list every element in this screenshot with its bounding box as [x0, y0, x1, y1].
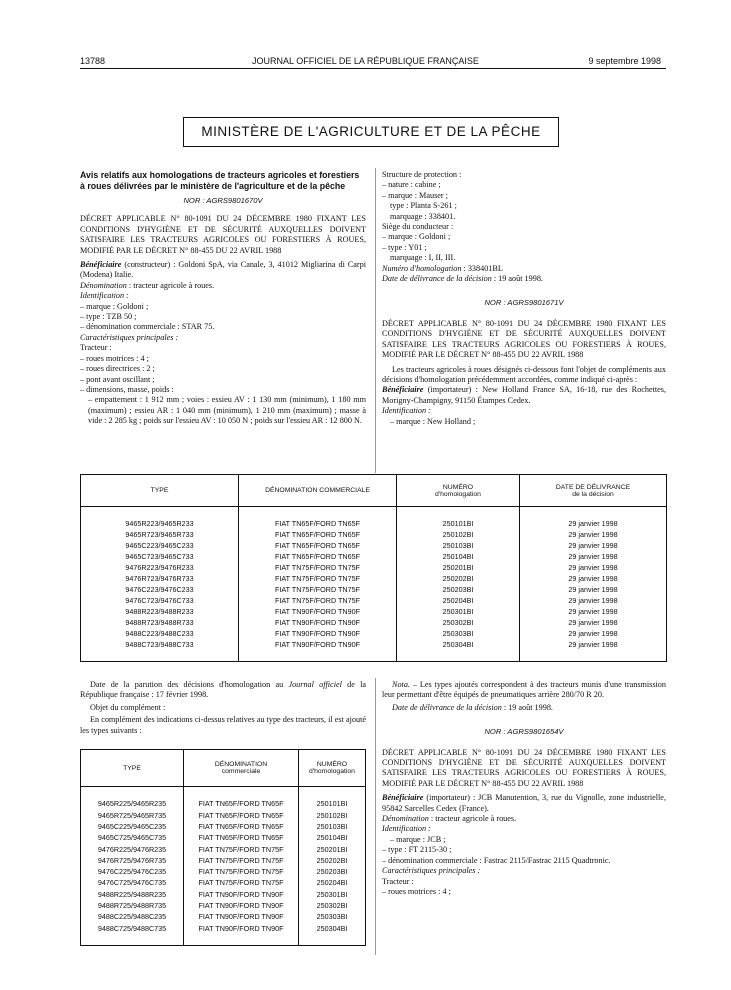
table-cell: FIAT TN65F/FORD TN65F [184, 798, 299, 809]
col-header-date [520, 475, 667, 507]
dimensions-text: – empattement : 1 912 mm ; voies : essieu AV : 1 130 mm (minimum), 1 180 mm (maximum) ; essieu AR : 1 040 mm (minimum), 1 210 mm (maximum) ; masse à vide : 2 285 kg ; poids sur l'essieu AV : 10 050 N ; poids sur l'essieu AR : 12 800 N. [88, 395, 366, 426]
col-header-date-line1: DATE DE DÉLIVRANCE [555, 483, 631, 491]
table-cell: 250201BI [397, 562, 520, 573]
publication-text-a: Date de la parution des décisions d'homologation au [90, 680, 289, 689]
table-spacer [81, 787, 366, 799]
col-header-denomination: DÉNOMINATION COMMERCIALE [239, 475, 397, 507]
homologation-number-label: Numéro d'homologation [382, 263, 462, 273]
table-cell: FIAT TN90F/FORD TN90F [239, 628, 397, 639]
nota-label: Nota. [392, 680, 410, 689]
table-cell: 29 janvier 1998 [520, 628, 667, 639]
table-cell: 250304BI [299, 922, 366, 933]
delivery-date-value: : 19 août 1998. [491, 274, 543, 284]
table-cell: 9476C725/9476C735 [97, 878, 167, 888]
table-cell: 9488C723/9488C733 [125, 640, 194, 649]
table-row [81, 900, 366, 911]
table-cell: FIAT TN75F/FORD TN75F [239, 562, 397, 573]
table-cell: FIAT TN90F/FORD TN90F [239, 639, 397, 650]
table-cell: 250101BI [397, 518, 520, 529]
table-cell: 29 janvier 1998 [520, 584, 667, 595]
table-cell: 250303BI [299, 911, 366, 922]
table-row [81, 617, 667, 628]
table-cell: FIAT TN75F/FORD TN75F [239, 595, 397, 606]
table-cell: 9476C723/9476C733 [125, 596, 194, 605]
table-cell: FIAT TN65F/FORD TN65F [239, 518, 397, 529]
denomination-label: Dénomination [80, 280, 127, 290]
tractor-label: Tracteur : [80, 343, 112, 353]
table-cell: FIAT TN90F/FORD TN90F [184, 900, 299, 911]
table-cell: 250203BI [299, 866, 366, 877]
structure-line: – marque : Mauser ; [382, 190, 448, 200]
table-row [81, 518, 667, 529]
ident-line: – marque : JCB ; [390, 834, 446, 844]
ident-line: – dénomination commerciale : STAR 75. [80, 322, 215, 332]
table-cell: 9488R725/9488R735 [97, 900, 167, 910]
table-cell: 250103BI [299, 821, 366, 832]
table-cell: 9476C225/9476C235 [97, 867, 167, 877]
table-cell: 250101BI [299, 798, 366, 809]
page-number: 13788 [80, 56, 106, 66]
beneficiary-paragraph [80, 260, 366, 281]
table-cell: FIAT TN75F/FORD TN75F [239, 573, 397, 584]
table-row [81, 832, 366, 843]
table-cell: 250102BI [397, 529, 520, 540]
ministry-banner: MINISTÈRE DE L'AGRICULTURE ET DE LA PÊCHE [183, 117, 559, 147]
table-cell: FIAT TN65F/FORD TN65F [184, 821, 299, 832]
identification-label: Identification : [80, 291, 129, 301]
table-cell: 9476R223/9476R233 [125, 563, 194, 572]
beneficiary-paragraph [382, 793, 666, 814]
seat-line: – marque : Goldoni ; [382, 232, 451, 242]
col-header-date-line2: de la décision [572, 490, 614, 498]
col-header-number [397, 475, 520, 507]
table-row [81, 911, 366, 922]
table-row [81, 821, 366, 832]
beneficiary-label: Bénéficiaire [382, 793, 424, 803]
table-cell: 250202BI [397, 573, 520, 584]
table-row [81, 529, 667, 540]
table-cell: 9465C723/9465C733 [125, 552, 194, 561]
homologation-number [382, 264, 666, 274]
decret-heading: DÉCRET APPLICABLE N° 80-1091 DU 24 DÉCEMBRE 1980 FIXANT LES CONDITIONS D'HYGIÈNE ET DE SÉCURITÉ AUXQUELLES DOIVENT SATISFAIRE LES TRACTEURS AGRICOLES OU FORESTIERS À ROUES, MODIFIÉ PAR LE DÉCRET N° 88-455 DU 22 AVRIL 1988 [80, 214, 366, 255]
col-header-denomination [184, 750, 299, 787]
table-spacer [81, 507, 667, 519]
table-cell: 250304BI [397, 639, 520, 650]
table-cell: 9488C725/9488C735 [97, 923, 167, 933]
table-cell: FIAT TN75F/FORD TN75F [184, 866, 299, 877]
denomination-paragraph [382, 814, 666, 824]
right-column [382, 170, 666, 427]
complement-paragraph: Les tracteurs agricoles à roues désignés ci-dessous font l'objet de compléments aux décisions d'homologation précédemment accordées, comme indiqué ci-après : [382, 364, 666, 384]
beneficiary-text: (constructeur) : Goldoni SpA, via Canale, 3, 41012 Migliarina di Carpi (Modena) Italie. [80, 260, 366, 280]
ident-line: – marque : New Holland ; [390, 416, 476, 426]
table-cell: FIAT TN65F/FORD TN65F [239, 551, 397, 562]
table-cell: 29 janvier 1998 [520, 595, 667, 606]
nota-paragraph [382, 680, 666, 701]
table-row [81, 810, 366, 821]
nor-reference: NOR : AGRS9801670V [183, 196, 263, 205]
table-cell: 9488C225/9488C235 [97, 912, 167, 922]
journal-title: JOURNAL OFFICIEL DE LA RÉPUBLIQUE FRANÇAISE [252, 56, 479, 66]
column-rule-top [375, 168, 376, 473]
table-row [81, 584, 667, 595]
table-spacer [81, 650, 667, 662]
table-cell: 29 janvier 1998 [520, 540, 667, 551]
table-cell: FIAT TN65F/FORD TN65F [184, 810, 299, 821]
table-spacer [81, 934, 366, 946]
col-header-type: TYPE [81, 475, 239, 507]
table-cell: 9476R225/9476R235 [97, 844, 167, 854]
homologation-number-value: : 338401BL [461, 263, 503, 273]
table-cell: 29 janvier 1998 [520, 551, 667, 562]
table-cell: 9488R223/9488R233 [125, 607, 194, 616]
table-row [81, 877, 366, 888]
decret-heading: DÉCRET APPLICABLE N° 80-1091 DU 24 DÉCEMBRE 1980 FIXANT LES CONDITIONS D'HYGIÈNE ET DE SÉCURITÉ AUXQUELLES DOIVENT SATISFAIRE LES TRACTEURS AGRICOLES OU FORESTIERS À ROUES, MODIFIÉ PAR LE DÉCRET N° 88-455 DU 22 AVRIL 1988 [382, 318, 666, 360]
ident-line: – marque : Goldoni ; [80, 301, 149, 311]
added-types-table [80, 749, 366, 946]
spec-line: – roues motrices : 4 ; [382, 886, 451, 896]
table-row [81, 606, 667, 617]
ident-line: – type : FT 2115-30 ; [382, 845, 452, 855]
col-header-type: TYPE [81, 750, 184, 787]
table-cell: FIAT TN65F/FORD TN65F [239, 529, 397, 540]
homologation-table [80, 474, 667, 662]
table-cell: FIAT TN75F/FORD TN75F [184, 843, 299, 854]
identification-label: Identification : [382, 406, 431, 416]
denomination-text: : tracteur agricole à roues. [428, 814, 517, 824]
denomination-label: Dénomination [382, 814, 429, 824]
header-rule [80, 68, 666, 69]
nota-text: – Les types ajoutés correspondent à des tracteurs munis d'une transmission leur permettant d'être équipés de pneumatiques arrière 280/70 R 20. [382, 680, 666, 700]
delivery-date-value: : 19 août 1998. [501, 702, 553, 712]
table-cell: 250103BI [397, 540, 520, 551]
table-cell: 9488R225/9488R235 [97, 889, 167, 899]
section-title: Avis relatifs aux homologations de tracteurs agricoles et forestiers à roues délivrées par le ministère de l'agriculture et de la pêche [80, 170, 360, 191]
structure-line: marquage : 338401. [390, 211, 456, 221]
delivery-date [382, 274, 666, 284]
tractor-label: Tracteur : [382, 876, 414, 886]
table-cell: 250303BI [397, 628, 520, 639]
characteristics-label: Caractéristiques principales : [80, 332, 179, 342]
table-cell: FIAT TN90F/FORD TN90F [239, 606, 397, 617]
denomination-paragraph [80, 281, 366, 291]
table-cell: 29 janvier 1998 [520, 518, 667, 529]
beneficiary-label: Bénéficiaire [382, 385, 424, 395]
table-row [81, 843, 366, 854]
table-cell: FIAT TN90F/FORD TN90F [184, 922, 299, 933]
table-row [81, 922, 366, 933]
table-cell: 9465C725/9465C735 [97, 833, 167, 843]
table-cell: 250104BI [299, 832, 366, 843]
table-row [81, 798, 366, 809]
ident-line: – dénomination commerciale : Fastrac 2115/Fastrac 2115 Quadtronic. [382, 855, 611, 865]
nor-reference: NOR : AGRS9801671V [484, 298, 564, 308]
table-cell: 9476C223/9476C233 [125, 585, 194, 594]
table-row [81, 551, 667, 562]
left-column [80, 170, 366, 427]
journal-name: Journal officiel [288, 680, 342, 689]
publication-paragraph [80, 680, 366, 701]
table-cell: FIAT TN90F/FORD TN90F [184, 911, 299, 922]
table-cell: 250202BI [299, 855, 366, 866]
delivery-date-label: Date de délivrance de la décision [392, 702, 502, 712]
table-cell: 250204BI [397, 595, 520, 606]
table-cell: FIAT TN65F/FORD TN65F [184, 832, 299, 843]
table-cell: 250301BI [299, 889, 366, 900]
table-cell: 9465C223/9465C233 [125, 541, 194, 550]
table-row [81, 540, 667, 551]
table-body [81, 787, 366, 946]
structure-line: type : Planta S-261 ; [390, 201, 457, 211]
characteristics-label: Caractéristiques principales : [382, 866, 481, 876]
spec-line: – dimensions, masse, poids : [80, 384, 174, 394]
table-row [81, 855, 366, 866]
table-cell: 250301BI [397, 606, 520, 617]
seat-line: – type : Y01 ; [382, 242, 427, 252]
table-row [81, 595, 667, 606]
beneficiary-text: (importateur) : New Holland France SA, 16-18, rue des Rochettes, Morigny-Champigny, 91150 Étampes Cedex. [382, 385, 666, 405]
table-cell: FIAT TN90F/FORD TN90F [239, 617, 397, 628]
identification-label: Identification : [382, 824, 431, 834]
table-cell: 29 janvier 1998 [520, 573, 667, 584]
col-header-number-line1: NUMÉRO [316, 761, 348, 768]
table-row [81, 562, 667, 573]
column-rule-bottom [375, 678, 376, 955]
nor-reference: NOR : AGRS9801654V [484, 727, 564, 737]
table-cell: FIAT TN75F/FORD TN75F [239, 584, 397, 595]
table-cell: 250204BI [299, 877, 366, 888]
table-row [81, 628, 667, 639]
spec-line: – roues directrices : 2 ; [80, 364, 155, 374]
col-header-number-line2: d'homologation [309, 768, 355, 775]
table-cell: 29 janvier 1998 [520, 529, 667, 540]
table-cell: 9488R723/9488R733 [125, 618, 194, 627]
table-cell: 9465C225/9465C235 [97, 821, 167, 831]
table-cell: 29 janvier 1998 [520, 639, 667, 650]
structure-label: Structure de protection : [382, 170, 462, 179]
denomination-text: : tracteur agricole à roues. [126, 280, 215, 290]
table-row [81, 889, 366, 900]
table-row [81, 639, 667, 650]
seat-label: Siège du conducteur : [382, 222, 454, 232]
table-cell: 250302BI [299, 900, 366, 911]
ident-line: – type : TZB 50 ; [80, 312, 137, 322]
table-cell: FIAT TN90F/FORD TN90F [184, 889, 299, 900]
publication-text-b: de la République française : 17 février 1998. [80, 680, 366, 700]
table-cell: 250203BI [397, 584, 520, 595]
table-cell: 9476R725/9476R735 [97, 855, 167, 865]
table-cell: 9465R725/9465R735 [97, 810, 167, 820]
table-cell: 250104BI [397, 551, 520, 562]
col-header-number-line1: NUMÉRO [442, 483, 474, 491]
beneficiary-label: Bénéficiaire [80, 260, 122, 270]
seat-line: marquage : I, II, III. [390, 253, 456, 263]
table-cell: 9465R223/9465R233 [125, 519, 194, 528]
table-cell: FIAT TN65F/FORD TN65F [239, 540, 397, 551]
structure-line: – nature : cabine ; [382, 180, 441, 190]
table-cell: 9465R723/9465R733 [125, 530, 194, 539]
spec-line: – roues motrices : 4 ; [80, 353, 149, 363]
col-header-number-line2: d'homologation [435, 490, 481, 498]
lower-right-column [382, 680, 666, 897]
object-label: Objet du complément : [90, 702, 166, 712]
beneficiary-paragraph [382, 385, 666, 406]
spec-line: – pont avant oscillant ; [80, 374, 155, 384]
table-cell: 29 janvier 1998 [520, 562, 667, 573]
table-cell: 29 janvier 1998 [520, 606, 667, 617]
delivery-date [382, 703, 666, 713]
col-header-denomination-line1: DÉNOMINATION [214, 761, 268, 768]
col-header-denomination-line2: commerciale [221, 768, 261, 775]
beneficiary-text: (importateur) : JCB Manutention, 3, rue du Vignolle, zone industrielle, 95842 Sarcelles Cedex (France). [382, 793, 666, 813]
table-row [81, 866, 366, 877]
decret-heading: DÉCRET APPLICABLE N° 80-1091 DU 24 DÉCEMBRE 1980 FIXANT LES CONDITIONS D'HYGIÈNE ET DE SÉCURITÉ AUXQUELLES DOIVENT SATISFAIRE LES TRACTEURS AGRICOLES OU FORESTIERS À ROUES, MODIFIÉ PAR LE DÉCRET N° 88-455 DU 22 AVRIL 1988 [382, 747, 666, 788]
col-header-number [299, 750, 366, 787]
table-cell: 29 janvier 1998 [520, 617, 667, 628]
delivery-date-label: Date de délivrance de la décision [382, 274, 492, 284]
table-cell: 9488C223/9488C233 [125, 629, 194, 638]
addition-paragraph: En complément des indications ci-dessus relatives au type des tracteurs, il est ajouté les types suivants : [80, 715, 366, 735]
table-cell: FIAT TN75F/FORD TN75F [184, 877, 299, 888]
table-cell: FIAT TN75F/FORD TN75F [184, 855, 299, 866]
table-row [81, 573, 667, 584]
table-cell: 9476R723/9476R733 [125, 574, 194, 583]
table-cell: 250201BI [299, 843, 366, 854]
table-cell: 9465R225/9465R235 [97, 799, 167, 809]
table-cell: 250102BI [299, 810, 366, 821]
table-cell: 250302BI [397, 617, 520, 628]
header-date: 9 septembre 1998 [588, 56, 661, 66]
table-body [81, 507, 667, 662]
lower-left-column [80, 680, 366, 736]
